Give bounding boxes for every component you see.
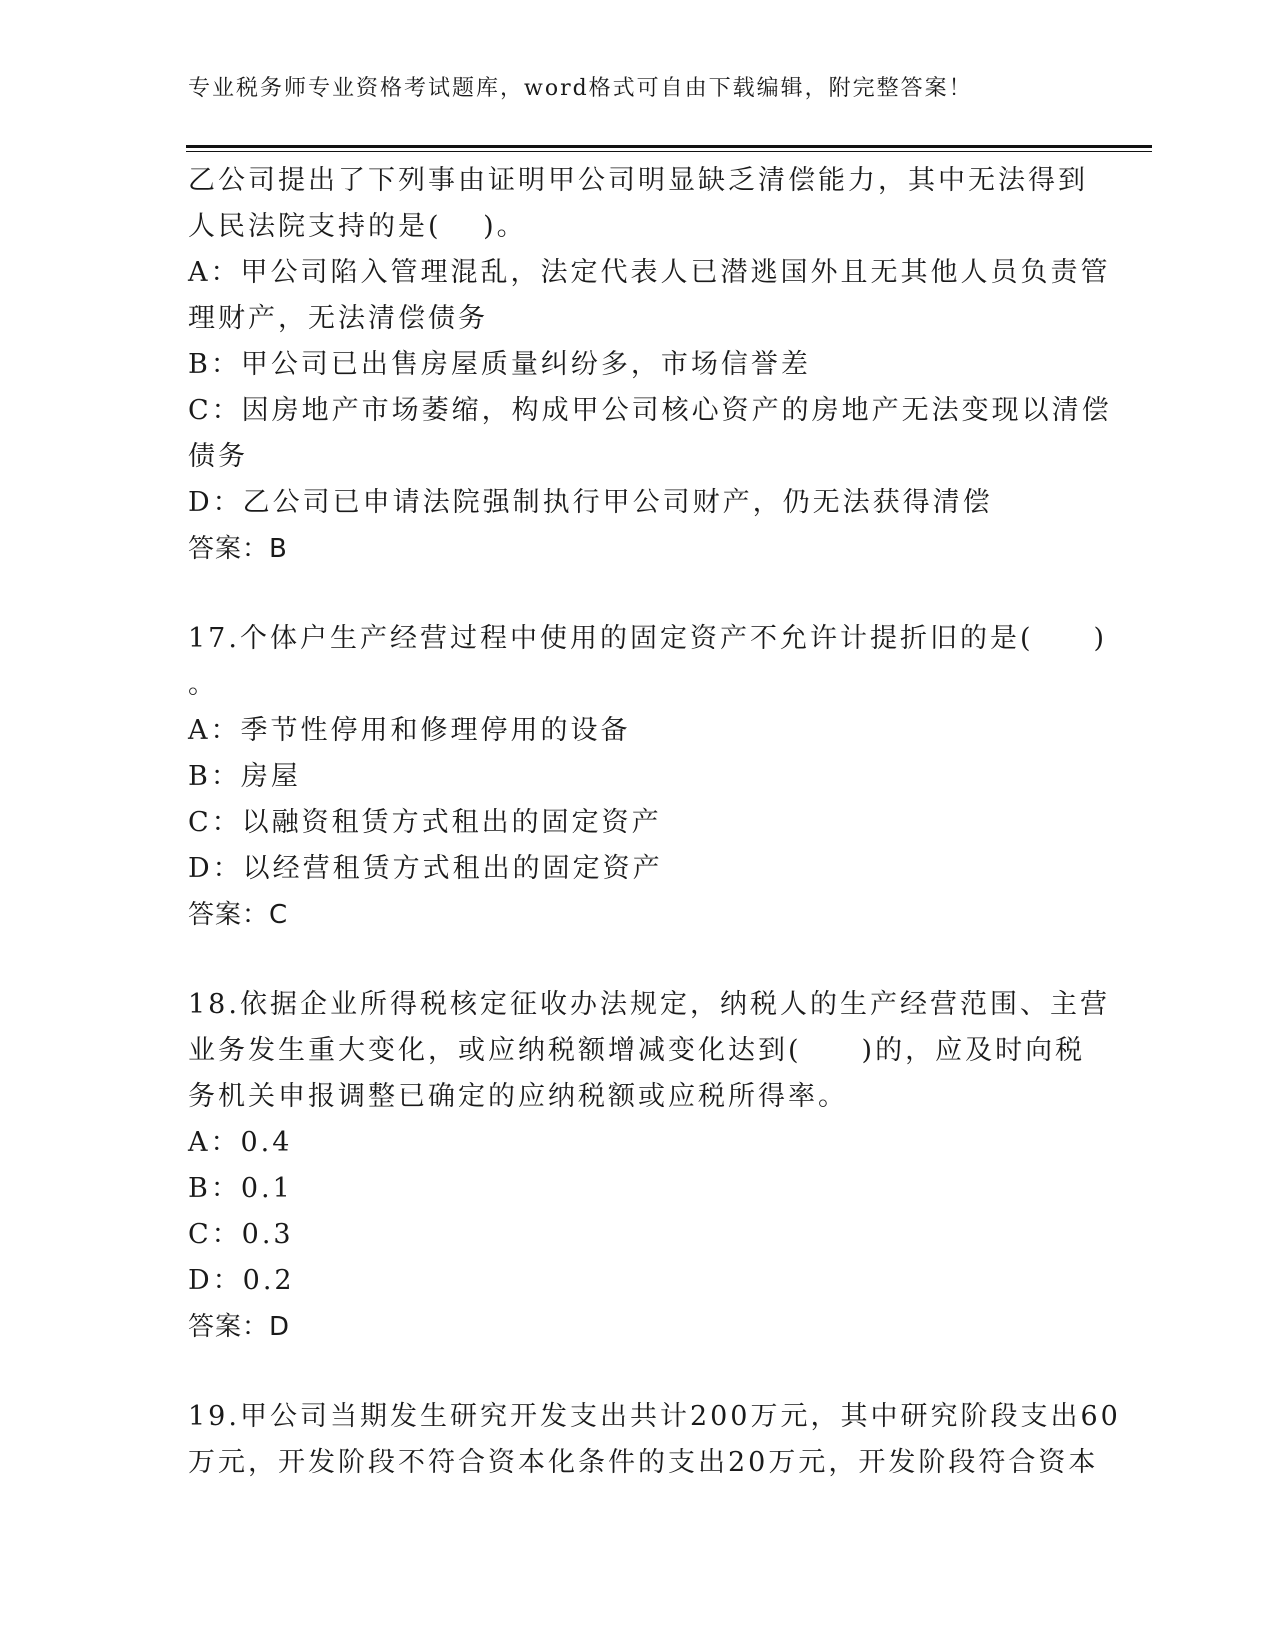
answer-line: 答案：C bbox=[188, 900, 289, 930]
option-c: C：0.3 bbox=[188, 1219, 294, 1250]
question-18 bbox=[188, 982, 1110, 1350]
question-stem-line: 人民法院支持的是( )。 bbox=[188, 211, 527, 242]
answer-line: 答案：D bbox=[188, 1312, 291, 1342]
question-stem-line: 18.依据企业所得税核定征收办法规定，纳税人的生产经营范围、主营 bbox=[188, 989, 1110, 1020]
question-stem-line: 万元，开发阶段不符合资本化条件的支出20万元，开发阶段符合资本 bbox=[188, 1447, 1099, 1478]
question-stem-line: 19.甲公司当期发生研究开发支出共计200万元，其中研究阶段支出60 bbox=[188, 1401, 1121, 1432]
option-a: A：季节性停用和修理停用的设备 bbox=[188, 715, 631, 746]
question-spacer bbox=[188, 572, 1088, 616]
answer-line: 答案：B bbox=[188, 534, 288, 564]
option-b: B：房屋 bbox=[188, 761, 301, 792]
question-spacer bbox=[188, 938, 1088, 982]
question-17 bbox=[188, 616, 1108, 938]
page-header: 专业税务师专业资格考试题库，word格式可自由下载编辑，附完整答案！ bbox=[188, 76, 973, 101]
option-a-continued: 理财产，无法清偿债务 bbox=[188, 303, 488, 334]
option-c-continued: 债务 bbox=[188, 441, 248, 472]
document-content bbox=[188, 158, 1121, 1486]
option-b: B：甲公司已出售房屋质量纠纷多，市场信誉差 bbox=[188, 349, 811, 380]
header-rule-thick bbox=[186, 145, 1152, 148]
option-c: C：因房地产市场萎缩，构成甲公司核心资产的房地产无法变现以清偿 bbox=[188, 395, 1112, 426]
question-stem-line: 务机关申报调整已确定的应纳税额或应税所得率。 bbox=[188, 1081, 848, 1112]
question-stem-line: 业务发生重大变化，或应纳税额增减变化达到( )的，应及时向税 bbox=[188, 1035, 1086, 1066]
question-stem-line: 乙公司提出了下列事由证明甲公司明显缺乏清偿能力，其中无法得到 bbox=[188, 165, 1088, 196]
option-a: A：0.4 bbox=[188, 1127, 293, 1158]
question-stem-line: 。 bbox=[188, 669, 218, 700]
header-rule-thin bbox=[186, 151, 1152, 152]
option-d: D：0.2 bbox=[188, 1265, 295, 1296]
option-b: B：0.1 bbox=[188, 1173, 293, 1204]
option-d: D：乙公司已申请法院强制执行甲公司财产，仍无法获得清偿 bbox=[188, 487, 993, 518]
question-19 bbox=[188, 1394, 1121, 1486]
option-d: D：以经营租赁方式租出的固定资产 bbox=[188, 853, 663, 884]
question-16 bbox=[188, 158, 1112, 572]
question-spacer bbox=[188, 1350, 1088, 1394]
option-a: A：甲公司陷入管理混乱，法定代表人已潜逃国外且无其他人员负责管 bbox=[188, 257, 1111, 288]
option-c: C：以融资租赁方式租出的固定资产 bbox=[188, 807, 662, 838]
question-stem-line: 17.个体户生产经营过程中使用的固定资产不允许计提折旧的是( ) bbox=[188, 623, 1108, 654]
